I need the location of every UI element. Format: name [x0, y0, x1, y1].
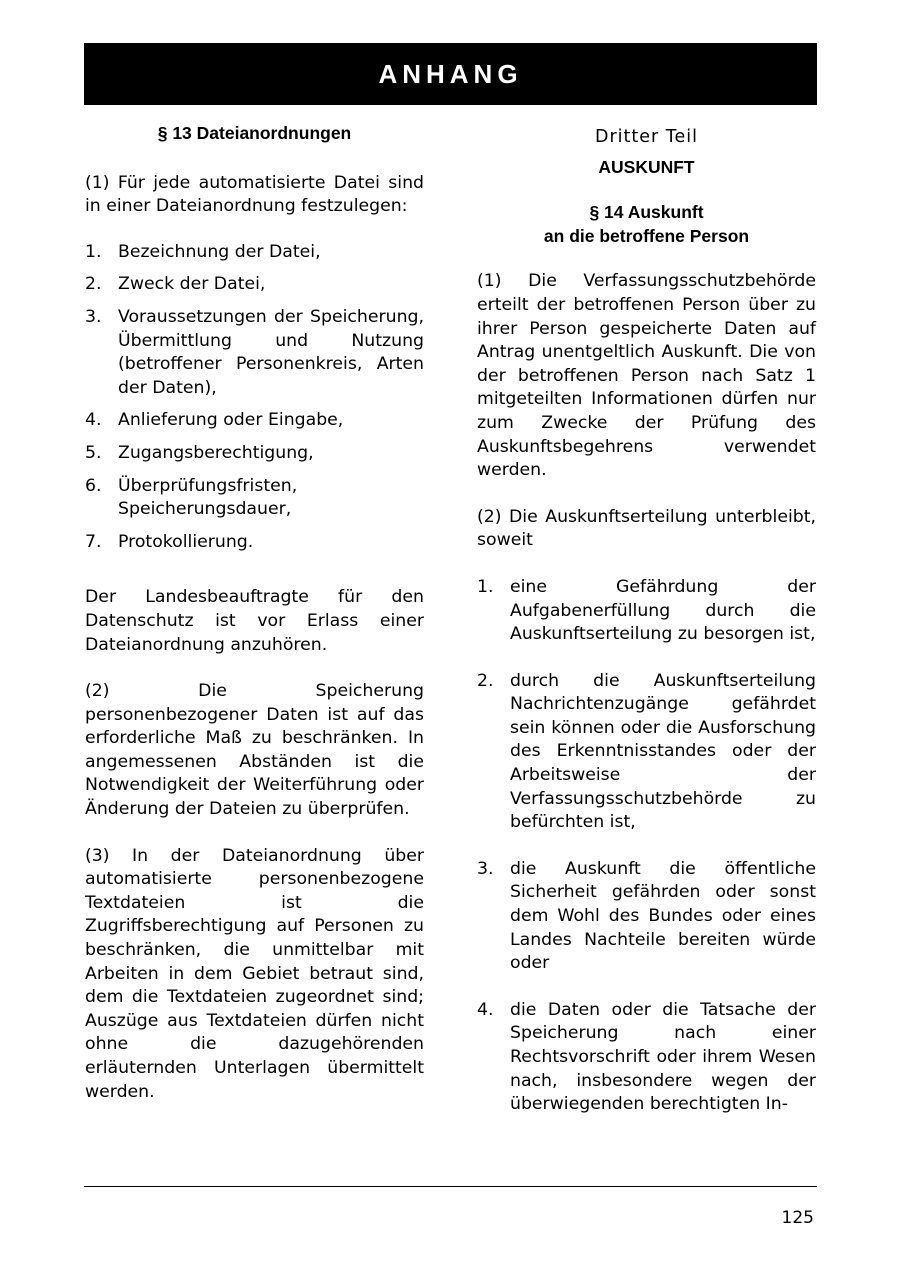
list-item-text: Zweck der Datei, [118, 274, 266, 295]
list-item [477, 999, 816, 1117]
section-13-paragraph-2: Der Landesbeauftragte für den Datenschutz ist vor Erlass einer Dateianordnung anzuhören. [85, 587, 424, 655]
list-item [85, 306, 424, 400]
list-item-text: Protokollierung. [118, 531, 254, 552]
header-title: ANHANG [378, 58, 523, 89]
list-item [477, 670, 816, 835]
list-item [477, 576, 816, 647]
part-subtitle: AUSKUNFT [598, 156, 695, 177]
list-item [85, 531, 424, 555]
list-item-number: 4. [477, 999, 494, 1020]
section-14-title-line-1: § 14 Auskunft [589, 202, 704, 223]
list-item-text: Zugangsberechtigung, [118, 442, 314, 463]
list-item-text: die Auskunft die öffentliche Sicherheit gefährden oder sonst dem Wohl des Bundes oder eines Landes Nachteile bereiten würde oder [510, 858, 816, 974]
list-item [85, 442, 424, 466]
section-14-paragraph-2: (2) Die Auskunftserteilung unterbleibt, soweit [477, 506, 816, 551]
section-13-paragraph-3: (2) Die Speicherung personenbezogener Daten ist auf das erforderliche Maß zu beschränken. In angemessenen Abständen ist die Notwendigkeit der Weiterführung oder Änderung der Dateien zu überprüfen. [85, 681, 424, 820]
list-item-text: Voraussetzungen der Speicherung, Übermittlung und Nutzung (betroffener Personenkreis, Arten der Daten), [118, 306, 424, 398]
part-title: Dritter Teil [595, 127, 698, 147]
list-item-number: 6. [85, 475, 102, 496]
section-13-title: § 13 Dateianordnungen [157, 123, 352, 143]
page-number: 125 [781, 1208, 814, 1228]
list-item-number: 2. [477, 670, 494, 691]
section-13-list [85, 241, 424, 555]
list-item-number: 7. [85, 531, 102, 552]
list-item-number: 3. [477, 858, 494, 879]
list-item-number: 4. [85, 410, 102, 431]
section-14-paragraph-1: (1) Die Verfassungsschutzbehörde erteilt der betroffenen Person über zu ihrer Person gespeicherte Daten auf Antrag unentgeltlich Auskunft. Die von der betroffenen Person nach Satz 1 mitgeteilten Informationen dürfen nur zum Zwecke der Prüfung des Auskunftsbegehrens verwendet werden. [477, 271, 816, 481]
list-item-number: 5. [85, 442, 102, 463]
list-item-text: durch die Auskunftserteilung Nachrichtenzugänge gefährdet sein können oder die Ausforschung des Erkenntnisstandes oder der Arbeitsweise der Verfassungsschutzbehörde zu befürchten ist, [510, 670, 816, 833]
list-item [85, 475, 424, 522]
header-banner [84, 43, 817, 105]
footer-divider [84, 1186, 817, 1187]
list-item-number: 1. [477, 576, 494, 597]
section-14-title-line-2: an die betroffene Person [543, 225, 750, 246]
list-item [85, 409, 424, 433]
section-13-paragraph-4: (3) In der Dateianordnung über automatisierte personenbezogene Textdateien ist die Zugriffsberechtigung auf Personen zu beschränken, die unmittelbar mit Arbeiten in dem Gebiet betraut sind, dem die Textdateien zugeordnet sind; Auszüge aus Textdateien dürfen nicht ohne die dazugehörenden erläuternden Unterlagen übermittelt werden. [85, 845, 424, 1102]
right-column [477, 122, 816, 1117]
list-item-number: 3. [85, 306, 102, 327]
left-column [85, 122, 424, 1104]
list-item-text: Anlieferung oder Eingabe, [118, 410, 344, 431]
list-item-text: die Daten oder die Tatsache der Speicherung nach einer Rechtsvorschrift oder ihrem Wesen nach, insbesondere wegen der überwiegenden berechtigten In- [510, 999, 816, 1115]
list-item [85, 273, 424, 297]
section-13-paragraph-1: (1) Für jede automatisierte Datei sind in einer Dateianordnung festzulegen: [85, 172, 424, 217]
list-item-text: Überprüfungsfristen, Speicherungsdauer, [118, 475, 298, 520]
list-item-text: eine Gefährdung der Aufgabenerfüllung durch die Auskunftserteilung zu besorgen ist, [510, 576, 816, 645]
list-item-number: 2. [85, 274, 102, 295]
list-item-number: 1. [85, 241, 102, 262]
section-14-list [477, 576, 816, 1117]
list-item-text: Bezeichnung der Datei, [118, 241, 321, 262]
list-item [85, 241, 424, 265]
list-item [477, 858, 816, 976]
